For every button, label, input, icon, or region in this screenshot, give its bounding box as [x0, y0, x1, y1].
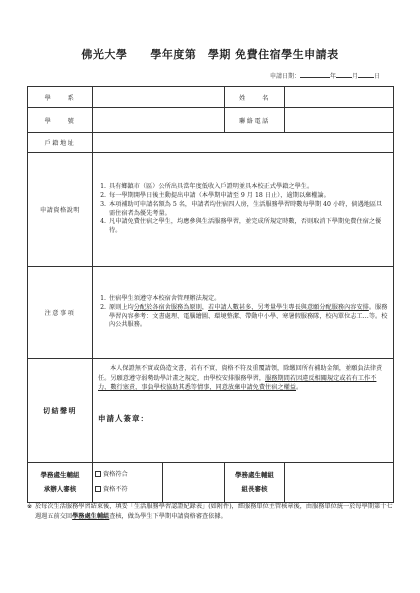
notes-item2-underline: 若申請人數甚多，另考量學生專長與意願分配服務內容安排 — [208, 303, 369, 311]
date-day-label: 日 — [373, 73, 380, 80]
chief-review-label-line: 組長審核 — [241, 484, 268, 493]
footnote-text-part: 於每次生活服務學習結束後，填妥「生活服務學習認證紀錄表」(如附件)，經服務單位主管核章後，由服務單位統一於每學期第十七週週五前交回 — [35, 503, 393, 520]
phone-field[interactable] — [285, 108, 394, 133]
notes-item2-underline: 分配於各宿舍服務為原則 — [133, 303, 202, 311]
row-department-name — [28, 87, 394, 108]
date-day-blank[interactable] — [358, 71, 374, 78]
row-address — [28, 133, 394, 153]
declaration-label: 切結聲明 — [28, 359, 93, 463]
application-form-table — [27, 86, 394, 503]
option-qualified[interactable] — [95, 468, 128, 481]
row-student-id-phone — [28, 108, 394, 133]
review-options — [93, 463, 163, 503]
declaration-text-part: 本人保證無不實或偽造文書，若有不實，資格不符及重覆請領，除繳回所有補助金額，並願負法律責任。另願意遵守弱勢助學計畫之規定，由學校安排服務學習， — [98, 365, 383, 382]
officer-review-label — [28, 463, 93, 503]
footnote-mark: ※ — [27, 503, 33, 510]
footnote-text-part: 查核，做為學生下學期申請資格審查依據。 — [109, 512, 227, 520]
application-date-line — [270, 71, 380, 80]
row-notes — [28, 267, 394, 359]
phone-label: 聯絡電話 — [225, 108, 285, 133]
eligibility-item: 2. 每一學期開學日後主動提出申請（本學期申請至 9 月 18 日止），逾期以棄權論。 — [108, 192, 388, 201]
date-label: 申請日期： — [269, 73, 300, 80]
date-year-label: 年 — [329, 73, 336, 80]
notes-item2-comma: ， — [201, 303, 208, 311]
date-month-label: 月 — [351, 73, 358, 80]
declaration-content — [93, 359, 394, 463]
date-year-blank[interactable] — [300, 71, 330, 78]
page-title: 佛光大學 學年度第 學期 免費住宿學生申請表 — [81, 48, 339, 61]
name-label: 姓 名 — [225, 87, 285, 108]
address-label: 戶籍地址 — [28, 133, 93, 153]
officer-review-label-line: 承辦人審核 — [43, 484, 77, 493]
option-unqualified-label: 資格不符 — [103, 485, 128, 493]
eligibility-item: 1. 具有鄉鎮市（區）公所出具當年度低收入戶證明並具本校正式學籍之學生。 — [108, 183, 388, 192]
declaration-text-part: 。 — [296, 384, 303, 392]
declaration-underline: 服務期間若因違反相關規定或若有工作不力、數行塞責，事負學校協助其悉等情事，同意放棄申請免費住宿之權益 — [98, 374, 377, 392]
notes-list — [98, 295, 388, 331]
eligibility-content — [93, 153, 394, 267]
student-id-field[interactable] — [93, 108, 225, 133]
declaration-text — [98, 364, 388, 393]
eligibility-item: 3. 本項補助可申請名額為 5 名，申請者均住宿四人房，生活服務學習時數每學期 40 小時，倘遇地區旦需住宿者為優先考量。 — [108, 201, 388, 219]
option-qualified-label: 資格符合 — [103, 470, 128, 478]
officer-review-label-line: 學務處生輔組 — [40, 470, 80, 479]
notes-item2-text: 原則上均 — [109, 303, 134, 311]
date-month-blank[interactable] — [336, 71, 352, 78]
notes-label: 注意事項 — [28, 267, 93, 359]
signature-label: 申請人簽章： — [98, 413, 149, 423]
notes-content — [93, 267, 394, 359]
notes-item — [108, 304, 388, 331]
department-label: 學 系 — [28, 87, 93, 108]
name-field[interactable] — [285, 87, 394, 108]
chief-review-label-line: 學務處生輔組 — [235, 470, 274, 479]
eligibility-label: 申請資格說明 — [28, 153, 93, 267]
checkbox-icon[interactable] — [95, 471, 101, 477]
notes-item: 1. 住宿學生須遵守本校宿舍管理辦法規定。 — [108, 295, 388, 304]
eligibility-item: 4. 凡申請免費住宿之學生，均應參與生活服務學習，並完成所規定時數，否則取消下學期免費住宿之優待。 — [108, 218, 388, 236]
footnote-underline: 學務處生輔組 — [72, 512, 110, 520]
student-id-label: 學 號 — [28, 108, 93, 133]
checkbox-icon[interactable] — [95, 486, 101, 492]
footnote — [27, 502, 393, 521]
row-declaration — [28, 359, 394, 463]
option-unqualified[interactable] — [95, 483, 128, 496]
chief-signature-field[interactable] — [285, 463, 394, 503]
eligibility-list — [98, 183, 388, 237]
address-field[interactable] — [93, 133, 394, 153]
row-review — [28, 463, 394, 503]
chief-review-label — [225, 463, 285, 503]
footnote-text — [27, 502, 393, 521]
department-field[interactable] — [93, 87, 225, 108]
row-eligibility — [28, 153, 394, 267]
notes-item2-text: 。服務學習內容參考：文書處理、電腦繪圖、環境整潔、帶動中小學、寒暑假服務隊，校內單位志工…等。校內公共服務。 — [109, 303, 388, 329]
officer-signature-field[interactable] — [163, 463, 225, 503]
